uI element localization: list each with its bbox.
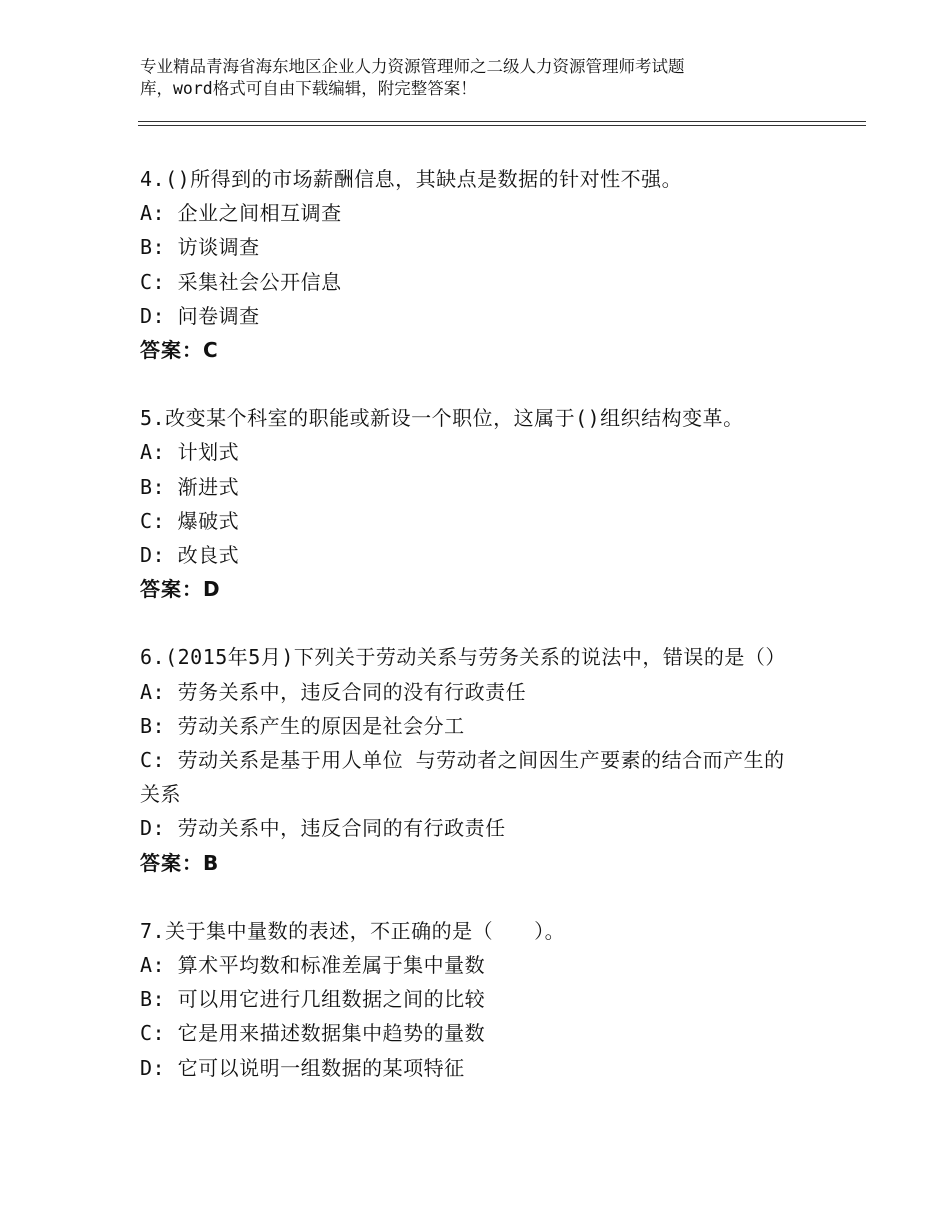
option-a: A: 计划式 bbox=[140, 440, 240, 465]
option-c: C: 采集社会公开信息 bbox=[140, 269, 342, 294]
option-c: C: 劳动关系是基于用人单位 与劳动者之间因生产要素的结合而产生的关系 bbox=[140, 748, 785, 807]
question-list bbox=[140, 162, 800, 1119]
option-d: D: 它可以说明一组数据的某项特征 bbox=[140, 1055, 465, 1080]
option-b: B: 可以用它进行几组数据之间的比较 bbox=[140, 987, 486, 1012]
header-title-line-1: 专业精品青海省海东地区企业人力资源管理师之二级人力资源管理师考试题 bbox=[140, 57, 685, 76]
option-a: A: 算术平均数和标准差属于集中量数 bbox=[140, 953, 486, 978]
question-text: 6.(2015年5月)下列关于劳动关系与劳务关系的说法中，错误的是（） bbox=[140, 645, 786, 670]
question-text: 5.改变某个科室的职能或新设一个职位，这属于()组织结构变革。 bbox=[140, 406, 744, 431]
option-d: D: 问卷调查 bbox=[140, 303, 260, 328]
option-d: D: 改良式 bbox=[140, 543, 240, 568]
header-title-line-2: 库，word格式可自由下载编辑，附完整答案！ bbox=[140, 79, 477, 98]
question-6 bbox=[140, 640, 800, 879]
option-b: B: 访谈调查 bbox=[140, 235, 260, 260]
answer-label: 答案：C bbox=[140, 338, 219, 363]
option-a: A: 企业之间相互调查 bbox=[140, 201, 342, 226]
option-a: A: 劳务关系中，违反合同的没有行政责任 bbox=[140, 679, 527, 704]
answer-label: 答案：B bbox=[140, 850, 220, 875]
question-5 bbox=[140, 401, 800, 606]
option-c: C: 它是用来描述数据集中趋势的量数 bbox=[140, 1021, 486, 1046]
header-divider bbox=[138, 121, 866, 126]
answer-label: 答案：D bbox=[140, 577, 221, 602]
option-c: C: 爆破式 bbox=[140, 508, 240, 533]
question-7 bbox=[140, 914, 800, 1085]
question-4 bbox=[140, 162, 800, 367]
question-text: 4.()所得到的市场薪酬信息，其缺点是数据的针对性不强。 bbox=[140, 167, 683, 191]
option-b: B: 渐进式 bbox=[140, 474, 240, 499]
question-text: 7.关于集中量数的表述，不正确的是（ ）。 bbox=[140, 918, 566, 943]
option-d: D: 劳动关系中，违反合同的有行政责任 bbox=[140, 816, 506, 841]
document-header bbox=[140, 56, 840, 100]
option-b: B: 劳动关系产生的原因是社会分工 bbox=[140, 713, 465, 738]
